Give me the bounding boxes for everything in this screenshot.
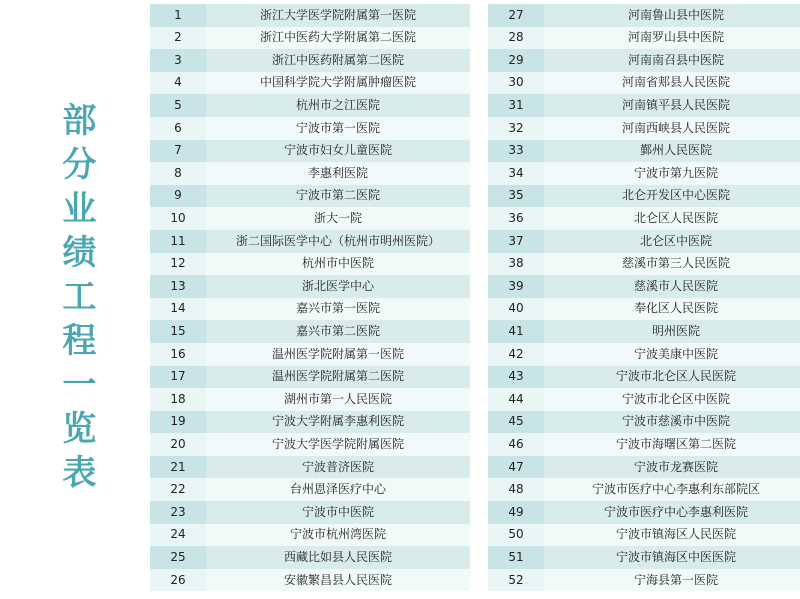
row-number: 35 (488, 185, 544, 208)
row-number: 14 (150, 298, 206, 321)
row-hospital-name: 宁波市医疗中心李惠利东部院区 (544, 478, 800, 501)
table-row (150, 366, 470, 389)
row-hospital-name: 河南罗山县中医院 (544, 27, 800, 50)
row-hospital-name: 宁波市医疗中心李惠利医院 (544, 501, 800, 524)
row-number: 8 (150, 162, 206, 185)
row-hospital-name: 浙江中医药附属第二医院 (206, 49, 470, 72)
row-hospital-name: 宁波市北仑区中医院 (544, 388, 800, 411)
row-hospital-name: 宁波市海曙区第二医院 (544, 433, 800, 456)
row-hospital-name: 宁波普济医院 (206, 456, 470, 479)
table-row (150, 185, 470, 208)
row-number: 28 (488, 27, 544, 50)
table-row (150, 569, 470, 592)
row-number: 25 (150, 546, 206, 569)
row-hospital-name: 河南鲁山县中医院 (544, 4, 800, 27)
row-hospital-name: 湖州市第一人民医院 (206, 388, 470, 411)
row-number: 42 (488, 343, 544, 366)
table-row (488, 569, 800, 592)
table-row (488, 162, 800, 185)
row-hospital-name: 宁波市龙赛医院 (544, 456, 800, 479)
row-hospital-name: 温州医学院附属第二医院 (206, 366, 470, 389)
row-hospital-name: 宁波市第二医院 (206, 185, 470, 208)
row-hospital-name: 河南镇平县人民医院 (544, 94, 800, 117)
row-number: 23 (150, 501, 206, 524)
row-hospital-name: 宁波市中医院 (206, 501, 470, 524)
table-row (488, 27, 800, 50)
table-row (150, 230, 470, 253)
table-row (150, 388, 470, 411)
row-number: 32 (488, 117, 544, 140)
row-number: 40 (488, 298, 544, 321)
table-row (488, 49, 800, 72)
row-number: 11 (150, 230, 206, 253)
row-number: 36 (488, 207, 544, 230)
table-row (488, 298, 800, 321)
table-row (488, 366, 800, 389)
table-row (150, 456, 470, 479)
table-row (150, 162, 470, 185)
row-number: 7 (150, 140, 206, 163)
table-row (488, 207, 800, 230)
row-number: 43 (488, 366, 544, 389)
table-row (150, 411, 470, 434)
row-number: 47 (488, 456, 544, 479)
row-hospital-name: 温州医学院附属第一医院 (206, 343, 470, 366)
row-number: 52 (488, 569, 544, 592)
table-row (488, 433, 800, 456)
table-row (150, 253, 470, 276)
table-row (488, 185, 800, 208)
row-number: 44 (488, 388, 544, 411)
row-number: 41 (488, 320, 544, 343)
row-hospital-name: 宁波大学医学院附属医院 (206, 433, 470, 456)
table-row (488, 320, 800, 343)
row-number: 2 (150, 27, 206, 50)
row-number: 31 (488, 94, 544, 117)
row-hospital-name: 杭州市中医院 (206, 253, 470, 276)
row-number: 46 (488, 433, 544, 456)
row-number: 4 (150, 72, 206, 95)
row-hospital-name: 浙二国际医学中心（杭州市明州医院） (206, 230, 470, 253)
row-hospital-name: 河南省郏县人民医院 (544, 72, 800, 95)
table-row (150, 49, 470, 72)
row-hospital-name: 北仑开发区中心医院 (544, 185, 800, 208)
row-hospital-name: 宁波市杭州湾医院 (206, 524, 470, 547)
row-number: 29 (488, 49, 544, 72)
row-hospital-name: 河南南召县中医院 (544, 49, 800, 72)
table-row (488, 253, 800, 276)
title-column (0, 0, 150, 599)
table-row (488, 140, 800, 163)
table-row (150, 298, 470, 321)
row-hospital-name: 浙江大学医学院附属第一医院 (206, 4, 470, 27)
row-hospital-name: 北仑区人民医院 (544, 207, 800, 230)
table-row (488, 4, 800, 27)
row-number: 26 (150, 569, 206, 592)
table-row (488, 343, 800, 366)
row-number: 3 (150, 49, 206, 72)
table-row (150, 343, 470, 366)
row-hospital-name: 宁波市北仑区人民医院 (544, 366, 800, 389)
row-hospital-name: 明州医院 (544, 320, 800, 343)
row-hospital-name: 嘉兴市第一医院 (206, 298, 470, 321)
row-number: 49 (488, 501, 544, 524)
row-number: 9 (150, 185, 206, 208)
row-hospital-name: 台州恩泽医疗中心 (206, 478, 470, 501)
row-number: 27 (488, 4, 544, 27)
row-hospital-name: 河南西峡县人民医院 (544, 117, 800, 140)
table-row (150, 478, 470, 501)
hospital-table-right (488, 4, 800, 591)
row-hospital-name: 奉化区人民医院 (544, 298, 800, 321)
table-row (488, 230, 800, 253)
table-row (150, 207, 470, 230)
table-row (150, 433, 470, 456)
row-number: 16 (150, 343, 206, 366)
table-row (488, 72, 800, 95)
table-row (150, 524, 470, 547)
row-hospital-name: 中国科学院大学附属肿瘤医院 (206, 72, 470, 95)
row-hospital-name: 宁波市第九医院 (544, 162, 800, 185)
tables-container (150, 0, 800, 591)
row-number: 18 (150, 388, 206, 411)
table-body-left (150, 4, 470, 591)
table-row (150, 546, 470, 569)
row-number: 5 (150, 94, 206, 117)
row-hospital-name: 浙北医学中心 (206, 275, 470, 298)
row-number: 45 (488, 411, 544, 434)
table-row (150, 275, 470, 298)
row-hospital-name: 杭州市之江医院 (206, 94, 470, 117)
row-hospital-name: 鄞州人民医院 (544, 140, 800, 163)
row-number: 24 (150, 524, 206, 547)
row-number: 6 (150, 117, 206, 140)
row-hospital-name: 宁波市妇女儿童医院 (206, 140, 470, 163)
table-row (150, 72, 470, 95)
row-hospital-name: 宁海县第一医院 (544, 569, 800, 592)
row-number: 10 (150, 207, 206, 230)
row-number: 30 (488, 72, 544, 95)
table-row (488, 411, 800, 434)
table-row (150, 27, 470, 50)
hospital-table-left (150, 4, 470, 591)
table-row (150, 94, 470, 117)
row-number: 15 (150, 320, 206, 343)
row-number: 1 (150, 4, 206, 27)
table-row (150, 4, 470, 27)
row-hospital-name: 慈溪市人民医院 (544, 275, 800, 298)
row-number: 33 (488, 140, 544, 163)
row-number: 12 (150, 253, 206, 276)
table-row (488, 524, 800, 547)
row-hospital-name: 李惠利医院 (206, 162, 470, 185)
table-row (150, 501, 470, 524)
row-hospital-name: 西藏比如县人民医院 (206, 546, 470, 569)
row-hospital-name: 宁波市慈溪市中医院 (544, 411, 800, 434)
table-row (488, 478, 800, 501)
table-row (488, 456, 800, 479)
row-number: 37 (488, 230, 544, 253)
row-hospital-name: 宁波市镇海区人民医院 (544, 524, 800, 547)
row-hospital-name: 浙大一院 (206, 207, 470, 230)
row-number: 20 (150, 433, 206, 456)
table-row (488, 546, 800, 569)
table-row (150, 140, 470, 163)
row-hospital-name: 宁波市第一医院 (206, 117, 470, 140)
table-row (488, 117, 800, 140)
row-hospital-name: 嘉兴市第二医院 (206, 320, 470, 343)
table-body-right (488, 4, 800, 591)
row-number: 50 (488, 524, 544, 547)
row-number: 21 (150, 456, 206, 479)
table-row (488, 388, 800, 411)
row-number: 34 (488, 162, 544, 185)
row-number: 51 (488, 546, 544, 569)
row-hospital-name: 宁波美康中医院 (544, 343, 800, 366)
row-hospital-name: 宁波市镇海区中医医院 (544, 546, 800, 569)
row-number: 19 (150, 411, 206, 434)
table-row (150, 320, 470, 343)
row-number: 17 (150, 366, 206, 389)
table-row (488, 501, 800, 524)
row-number: 13 (150, 275, 206, 298)
page-title: 部分业绩工程一览表 (55, 101, 96, 498)
row-number: 38 (488, 253, 544, 276)
row-hospital-name: 安徽繁昌县人民医院 (206, 569, 470, 592)
table-row (488, 275, 800, 298)
table-row (150, 117, 470, 140)
row-number: 22 (150, 478, 206, 501)
row-hospital-name: 慈溪市第三人民医院 (544, 253, 800, 276)
row-hospital-name: 北仑区中医院 (544, 230, 800, 253)
row-number: 48 (488, 478, 544, 501)
row-number: 39 (488, 275, 544, 298)
row-hospital-name: 浙江中医药大学附属第二医院 (206, 27, 470, 50)
table-row (488, 94, 800, 117)
row-hospital-name: 宁波大学附属李惠利医院 (206, 411, 470, 434)
